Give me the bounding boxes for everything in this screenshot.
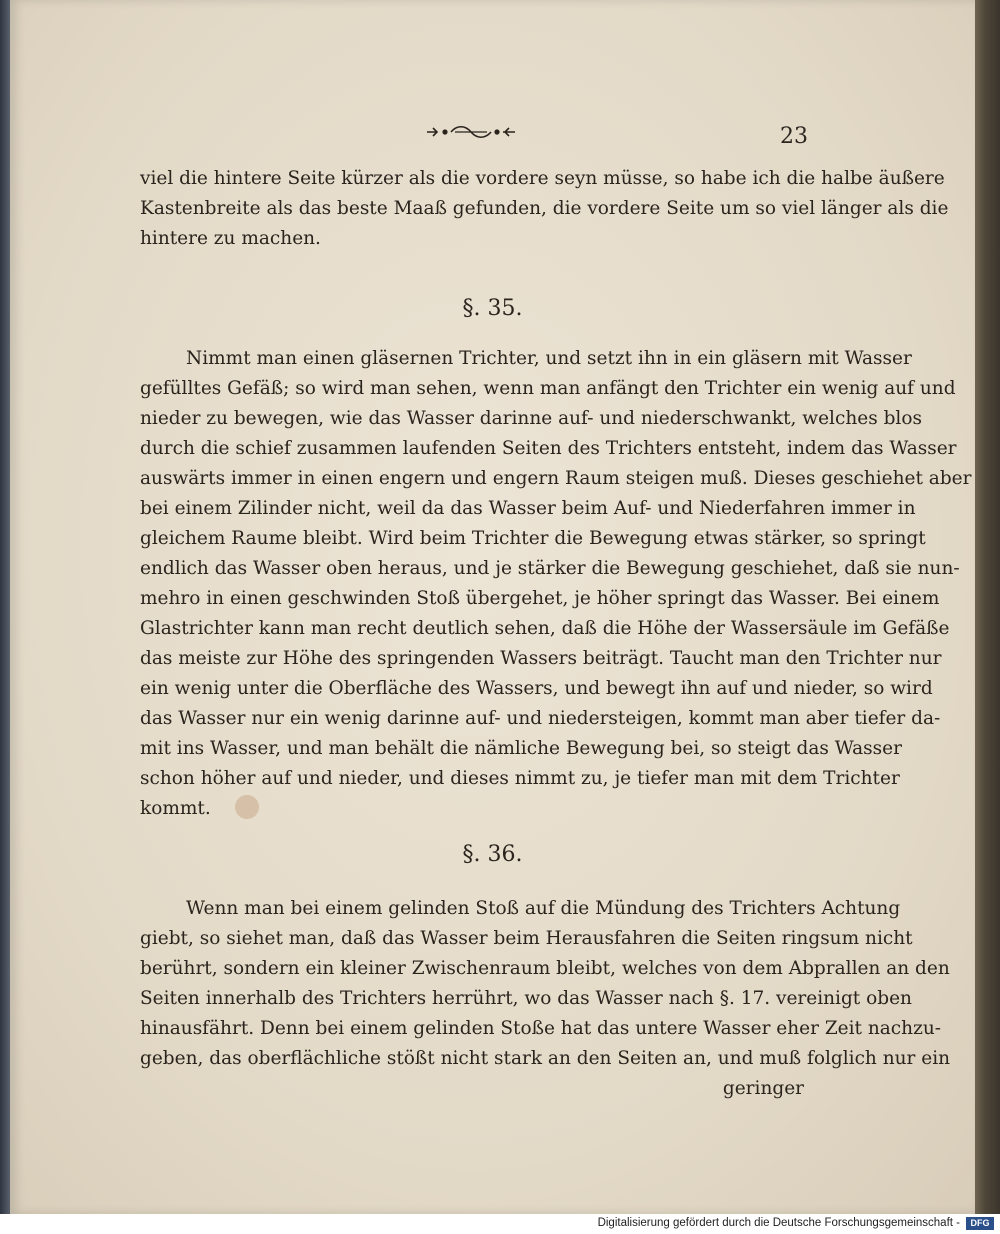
page-number: 23 — [780, 124, 808, 149]
text-line: Glastrichter kann man recht deutlich sehen, daß die Höhe der Wassersäule im Gefäße — [140, 618, 950, 639]
text-line: berührt, sondern ein kleiner Zwischenraum bleibt, welches von dem Abprallen an den — [140, 958, 950, 979]
dfg-logo-icon: DFG — [966, 1217, 994, 1230]
text-line: mehro in einen geschwinden Stoß übergehet, je höher springt das Wasser. Bei einem — [140, 588, 940, 609]
text-line: nieder zu bewegen, wie das Wasser darinne auf- und niederschwankt, welches blos — [140, 408, 922, 429]
page-sheet — [10, 0, 975, 1214]
text-line: endlich das Wasser oben heraus, und je stärker die Bewegung geschiehet, daß sie nun- — [140, 558, 960, 579]
text-line: das meiste zur Höhe des springenden Wassers beiträgt. Taucht man den Trichter nur — [140, 648, 942, 669]
section-heading: §. 36. — [462, 842, 523, 867]
text-line: geben, das oberflächliche stößt nicht stark an den Seiten an, und muß folglich nur ein — [140, 1048, 951, 1069]
ornament-flourish-icon — [425, 124, 517, 140]
text-line: kommt. — [140, 798, 211, 819]
text-line: Wenn man bei einem gelinden Stoß auf die Mündung des Trichters Achtung — [186, 898, 901, 919]
catchword: geringer — [722, 1078, 804, 1099]
text-line: hinausfährt. Denn bei einem gelinden Stoße hat das untere Wasser eher Zeit nachzu- — [140, 1018, 941, 1039]
footer-bar — [0, 1214, 1000, 1234]
text-line: auswärts immer in einen engern und engern Raum steigen muß. Dieses geschiehet aber — [140, 468, 972, 489]
text-line: ein wenig unter die Oberfläche des Wassers, und bewegt ihn auf und nieder, so wird — [140, 678, 933, 699]
text-line: Seiten innerhalb des Trichters herrührt, wo das Wasser nach §. 17. vereinigt oben — [140, 988, 912, 1009]
section-heading: §. 35. — [462, 296, 523, 321]
text-line: durch die schief zusammen laufenden Seiten des Trichters entsteht, indem das Wasser — [140, 438, 957, 459]
footer-credit: Digitalisierung gefördert durch die Deutsche Forschungsgemeinschaft - — [597, 1217, 960, 1229]
text-line: viel die hintere Seite kürzer als die vordere seyn müsse, so habe ich die halbe äußere — [140, 168, 945, 189]
text-line: mit ins Wasser, und man behält die nämliche Bewegung bei, so steigt das Wasser — [140, 738, 902, 759]
text-line: gleichem Raume bleibt. Wird beim Trichter die Bewegung etwas stärker, so springt — [140, 528, 926, 549]
text-line: giebt, so siehet man, daß das Wasser beim Herausfahren die Seiten ringsum nicht — [140, 928, 913, 949]
page-edge — [975, 0, 1000, 1214]
text-line: schon höher auf und nieder, und dieses nimmt zu, je tiefer man mit dem Trichter — [140, 768, 900, 789]
text-line: bei einem Zilinder nicht, weil da das Wasser beim Auf- und Niederfahren immer in — [140, 498, 916, 519]
text-line: hintere zu machen. — [140, 228, 321, 249]
text-line: Nimmt man einen gläsernen Trichter, und setzt ihn in ein gläsern mit Wasser — [186, 348, 912, 369]
book-binding — [0, 0, 10, 1214]
text-line: das Wasser nur ein wenig darinne auf- und niedersteigen, kommt man aber tiefer da- — [140, 708, 941, 729]
text-line: gefülltes Gefäß; so wird man sehen, wenn man anfängt den Trichter ein wenig auf und — [140, 378, 956, 399]
text-line: Kastenbreite als das beste Maaß gefunden, die vordere Seite um so viel länger als die — [140, 198, 949, 219]
